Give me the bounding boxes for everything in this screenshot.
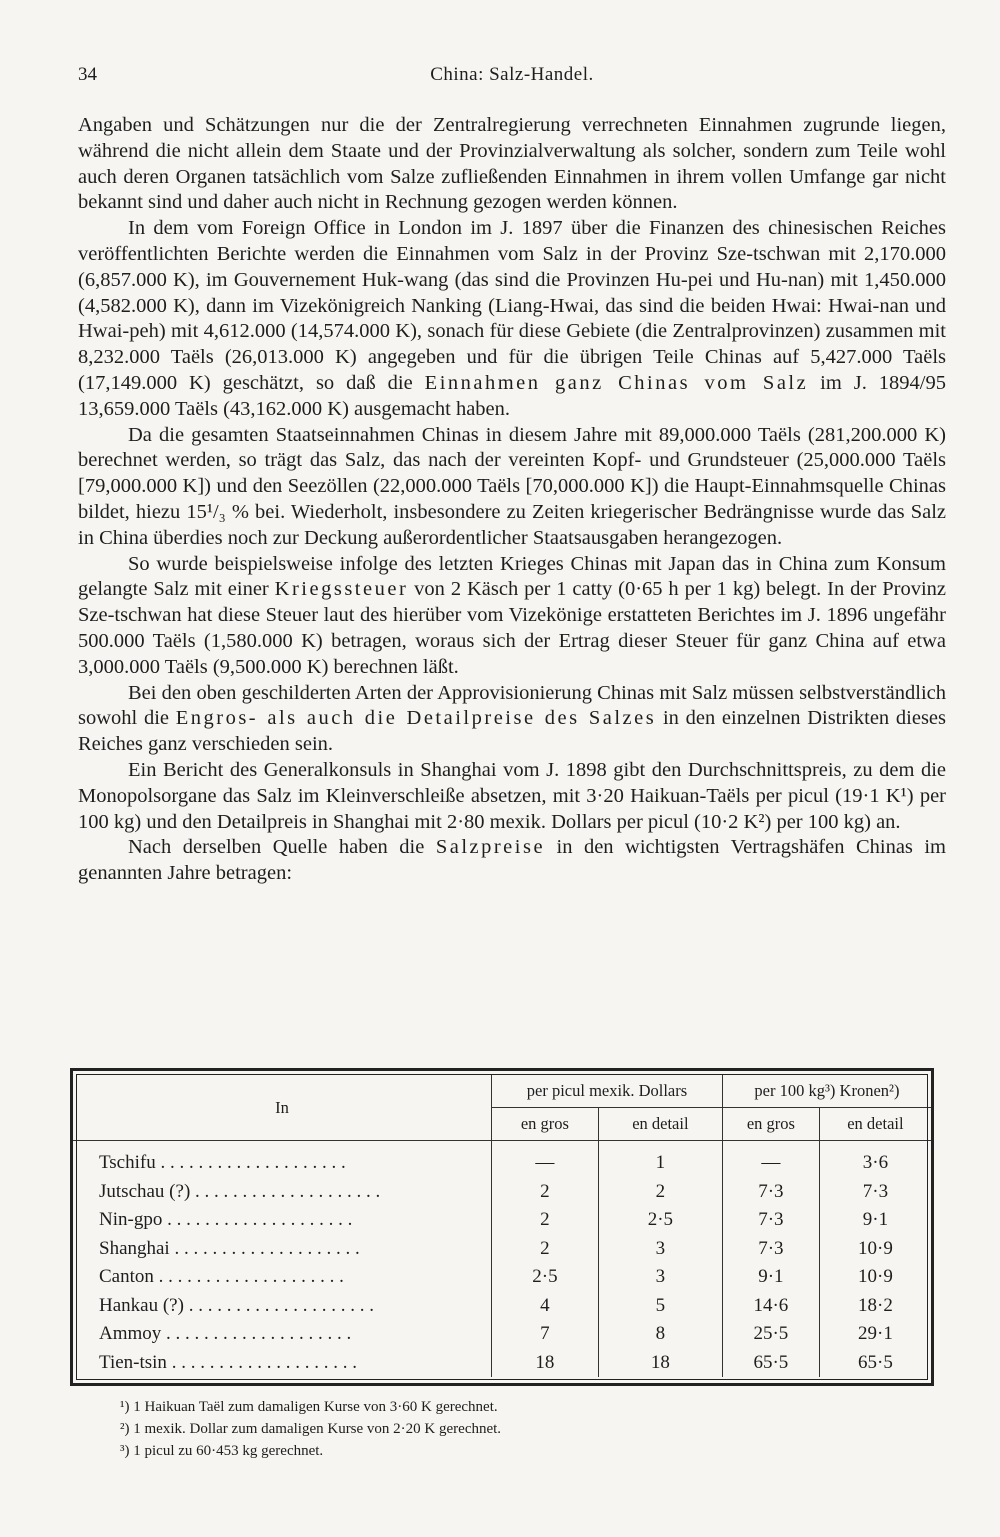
price-cell: —	[492, 1141, 599, 1178]
city-name	[73, 1292, 492, 1321]
dot-leader: . . . . . . . . . . . . . . . . . . . .	[169, 1237, 360, 1259]
price-cell: 7	[492, 1320, 599, 1349]
table-row	[73, 1320, 931, 1349]
spaced-emphasis: Einnahmen ganz Chinas vom Salz	[424, 371, 809, 394]
spaced-emphasis: Engros- als auch die Detailpreise des Salzes	[175, 707, 657, 730]
city-label: Ammoy	[99, 1323, 162, 1345]
paragraph	[78, 216, 946, 422]
table-row	[73, 1206, 931, 1235]
price-cell: 2	[492, 1206, 599, 1235]
text-run: im J. 1894/95 13,659.000 Taëls (43,162.000 K) ausgemacht haben.	[78, 371, 947, 420]
price-cell: 65·5	[722, 1349, 819, 1378]
paragraph	[78, 423, 946, 552]
text-run: So wurde beispielsweise infolge des letzten Krieges Chinas mit Japan das in China zum Konsum gelangte Salz mit einer	[78, 552, 946, 601]
table-row	[73, 1178, 931, 1207]
table-row	[73, 1292, 931, 1321]
paragraph	[78, 681, 946, 758]
city-name	[73, 1349, 492, 1378]
dot-leader: . . . . . . . . . . . . . . . . . . . .	[153, 1266, 344, 1288]
price-cell: 29·1	[819, 1320, 931, 1349]
city-name	[73, 1235, 492, 1264]
city-name	[73, 1141, 492, 1178]
city-label: Nin-gpo	[99, 1209, 163, 1231]
price-cell: 2	[492, 1178, 599, 1207]
price-cell: 7·3	[819, 1178, 931, 1207]
footnote: ²) 1 mexik. Dollar zum damaligen Kurse von 2·20 K gerechnet.	[120, 1421, 502, 1437]
text-run: von 2 Käsch per 1 catty (0·65 h per 1 kg) belegt. In der Provinz Sze-tschwan hat diese Steuer laut des hierüber vom Vizekönige erstatteten Berichtes im J. 1896 ungefähr 500.000 Taëls (1,580.000 K) betragen, woraus sich der Ertrag dieser Steuer für ganz China auf etwa 3,000.000 Taëls (9,500.000 K) berechnen läßt.	[78, 578, 947, 678]
column-header-kronen-en-gros: en gros	[722, 1108, 819, 1141]
paragraph	[78, 835, 946, 887]
price-cell: 14·6	[722, 1292, 819, 1321]
column-header-dollars-en-detail: en detail	[598, 1108, 722, 1141]
price-cell: 18·2	[819, 1292, 931, 1321]
price-cell: 10·9	[819, 1263, 931, 1292]
city-name	[73, 1206, 492, 1235]
paragraph	[78, 552, 946, 681]
column-group-dollars: per picul mexik. Dollars	[492, 1075, 723, 1108]
price-cell: 4	[492, 1292, 599, 1321]
text-run: Da die gesamten Staatseinnahmen Chinas in diesem Jahre mit 89,000.000 Taëls (281,200.000 K) berechnet werden, so trägt das Salz, das nach der vereinten Kopf- und Grundsteuer (25,000.000 Taëls [79,000.000 K]) und den Seezöllen (22,000.000 Taëls [70,000.000 K]) die Haupt-Einnahmsquelle Chinas bildet, hiezu 15¹/₃ % bei. Wiederholt, insbesondere zu Zeiten kriegerischer Bedrängnisse wurde das Salz in China überdies noch zur Deckung außerordentlicher Staatsausgaben herangezogen.	[78, 423, 946, 549]
city-label: Jutschau (?)	[99, 1180, 191, 1202]
city-label: Hankau (?)	[99, 1294, 184, 1316]
text-run: In dem vom Foreign Office in London im J. 1897 über die Finanzen des chinesischen Reiches veröffentlichten Berichte werden die Einnahmen vom Salz in der Provinz Sze-tschwan mit 2,170.000 (6,857.000 K), im Gouvernement Huk-wang (das sind die Provinzen Hu-pei und Hu-nan) mit 1,450.000 (4,582.000 K), dann im Vizekönigreich Nanking (Liang-Hwai, das sind die beiden Hwai: Hwai-nan und Hwai-peh) mit 4,612.000 (14,574.000 K), sonach für diese Gebiete (die Zentralprovinzen) zusammen mit 8,232.000 Taëls (26,013.000 K) angegeben und für die übrigen Teile Chinas auf 5,427.000 Taëls (17,149.000 K) geschätzt, so daß die	[78, 217, 946, 394]
price-cell: 1	[598, 1141, 722, 1178]
city-label: Shanghai	[99, 1237, 170, 1259]
dot-leader: . . . . . . . . . . . . . . . . . . . .	[155, 1152, 346, 1174]
spaced-emphasis: Salzpreise	[435, 836, 546, 859]
page-header	[78, 64, 946, 90]
price-cell: 2	[492, 1235, 599, 1264]
table-row	[73, 1235, 931, 1264]
text-run: Ein Bericht des Generalkonsuls in Shanghai vom J. 1898 gibt den Durchschnittspreis, zu dem die Monopolsorgane das Salz im Kleinverschleiße absetzen, mit 3·20 Haikuan-Taëls per picul (19·1 K¹) per 100 kg) und den Detailpreis in Shanghai mit 2·80 mexik. Dollars per picul (10·2 K²) per 100 kg) an.	[78, 758, 946, 833]
running-title: China: Salz-Handel.	[430, 64, 594, 85]
city-label: Tschifu	[99, 1152, 156, 1174]
salt-price-table	[70, 1068, 934, 1386]
price-cell: 10·9	[819, 1235, 931, 1264]
dot-leader: . . . . . . . . . . . . . . . . . . . .	[190, 1180, 381, 1202]
table-row	[73, 1349, 931, 1378]
column-header-dollars-en-gros: en gros	[492, 1108, 599, 1141]
body-text	[78, 113, 946, 887]
footnotes	[120, 1396, 680, 1462]
price-cell: 5	[598, 1292, 722, 1321]
price-cell: 2·5	[492, 1263, 599, 1292]
price-cell: 65·5	[819, 1349, 931, 1378]
price-cell: —	[722, 1141, 819, 1178]
price-cell: 9·1	[819, 1206, 931, 1235]
city-label: Tien-tsin	[99, 1351, 167, 1373]
text-run: in den wichtigsten Vertragshäfen Chinas im genannten Jahre betragen:	[78, 836, 947, 885]
dot-leader: . . . . . . . . . . . . . . . . . . . .	[162, 1209, 353, 1231]
price-cell: 3	[598, 1235, 722, 1264]
price-cell: 2	[598, 1178, 722, 1207]
paragraph	[78, 758, 946, 835]
page-number: 34	[78, 64, 97, 85]
price-cell: 18	[598, 1349, 722, 1378]
column-header-kronen-en-detail: en detail	[819, 1108, 931, 1141]
price-cell: 7·3	[722, 1206, 819, 1235]
text-run: Nach derselben Quelle haben die	[128, 836, 436, 859]
footnote: ³) 1 picul zu 60·453 kg gerechnet.	[120, 1443, 324, 1459]
paragraph	[78, 113, 946, 216]
price-cell: 2·5	[598, 1206, 722, 1235]
price-cell: 3·6	[819, 1141, 931, 1178]
table-body	[73, 1141, 931, 1378]
dot-leader: . . . . . . . . . . . . . . . . . . . .	[183, 1294, 374, 1316]
table-row	[73, 1141, 931, 1178]
price-cell: 18	[492, 1349, 599, 1378]
column-group-kronen: per 100 kg³) Kronen²)	[722, 1075, 931, 1108]
column-header-in: In	[73, 1075, 492, 1141]
text-run: Bei den oben geschilderten Arten der Approvisionierung Chinas mit Salz müssen selbstverständlich sowohl die	[78, 681, 946, 730]
price-cell: 7·3	[722, 1235, 819, 1264]
footnote: ¹) 1 Haikuan Taël zum damaligen Kurse von 3·60 K gerechnet.	[120, 1399, 498, 1415]
text-run: Angaben und Schätzungen nur die der Zentralregierung verrechneten Einnahmen zugrunde liegen, während die nicht allein dem Staate und der Provinzialverwaltung als solcher, sondern zum Teile wohl auch deren Organen tatsächlich vom Salze zufließenden Einnahmen in ihrem vollen Umfange gar nicht bekannt sind und daher auch nicht in Rechnung gezogen werden können.	[78, 114, 946, 214]
table-row	[73, 1263, 931, 1292]
price-cell: 8	[598, 1320, 722, 1349]
city-name	[73, 1178, 492, 1207]
price-cell: 3	[598, 1263, 722, 1292]
price-cell: 7·3	[722, 1178, 819, 1207]
city-name	[73, 1320, 492, 1349]
price-cell: 9·1	[722, 1263, 819, 1292]
city-label: Canton	[99, 1266, 154, 1288]
price-cell: 25·5	[722, 1320, 819, 1349]
dot-leader: . . . . . . . . . . . . . . . . . . . .	[166, 1351, 357, 1373]
dot-leader: . . . . . . . . . . . . . . . . . . . .	[161, 1323, 352, 1345]
city-name	[73, 1263, 492, 1292]
spaced-emphasis: Kriegssteuer	[274, 578, 409, 601]
text-run: in den einzelnen Distrikten dieses Reiches ganz verschieden sein.	[78, 707, 947, 756]
